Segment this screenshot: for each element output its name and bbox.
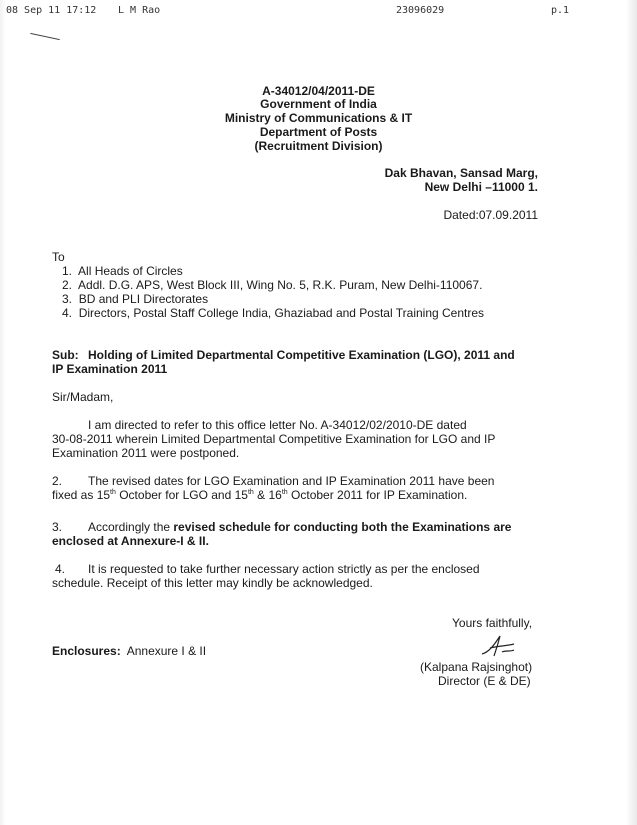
para1-line-3: Examination 2011 were postponed. — [52, 446, 240, 460]
para2-number: 2. — [52, 474, 63, 488]
subject-line-2: IP Examination 2011 — [52, 362, 168, 376]
closing: Yours faithfully, — [452, 616, 533, 630]
para2-line-1: The revised dates for LGO Examination and IP Examination 2011 have been — [88, 474, 495, 488]
para3-number: 3. — [52, 520, 63, 534]
enclosures: Enclosures: Annexure I & II — [52, 644, 207, 658]
para4-line-2: schedule. Receipt of this letter may kindly be acknowledged. — [52, 576, 373, 590]
signatory-designation: Director (E & DE) — [438, 674, 531, 688]
signature-mark — [478, 632, 518, 660]
recipient-item-3: 3. BD and PLI Directorates — [62, 292, 209, 306]
fax-date-time: 08 Sep 11 17:12 — [6, 5, 97, 16]
para4-line-1: It is requested to take further necessary action strictly as per the enclosed — [88, 562, 480, 576]
to-label: To — [52, 250, 65, 264]
salutation: Sir/Madam, — [52, 390, 114, 404]
para3-line-1: Accordingly the revised schedule for conducting both the Examinations are — [88, 520, 512, 534]
letterhead-line-2: Ministry of Communications & IT — [224, 111, 413, 125]
para4-number: 4. — [55, 562, 66, 576]
letterhead-line-1: Government of India — [260, 97, 377, 111]
letterhead-line-4: (Recruitment Division) — [254, 139, 383, 153]
reference-number: A-34012/04/2011-DE — [262, 84, 375, 98]
subject-line-1: Holding of Limited Departmental Competitive Examination (LGO), 2011 and — [88, 348, 515, 362]
address-line-2: New Delhi –11000 1. — [424, 180, 538, 194]
recipient-item-4: 4. Directors, Postal Staff College India, Ghaziabad and Postal Training Centres — [62, 306, 485, 320]
subject-label: Sub: — [52, 348, 79, 362]
fax-number: 23096029 — [396, 5, 445, 16]
letter-date: Dated:07.09.2011 — [443, 208, 538, 222]
fax-page: p.1 — [551, 5, 570, 16]
address-line-1: Dak Bhavan, Sansad Marg, — [384, 166, 538, 180]
letterhead-line-3: Department of Posts — [259, 125, 378, 139]
para1-line-2: 30-08-2011 wherein Limited Departmental Competitive Examination for LGO and IP — [52, 432, 496, 446]
signatory-name: (Kalpana Rajsinghot) — [420, 660, 533, 674]
para2-line-2: fixed as 15th October for LGO and 15th & 16th October 2011 for IP Examination. — [52, 488, 468, 502]
recipient-item-1: 1. All Heads of Circles — [62, 264, 183, 278]
para3-line-2: enclosed at Annexure-I & II. — [52, 534, 209, 548]
recipient-item-2: 2. Addl. D.G. APS, West Block III, Wing No. 5, R.K. Puram, New Delhi-110067. — [62, 278, 483, 292]
fax-sender: L M Rao — [118, 5, 161, 16]
para1-line-1: I am directed to refer to this office letter No. A-34012/02/2010-DE dated — [88, 418, 467, 432]
